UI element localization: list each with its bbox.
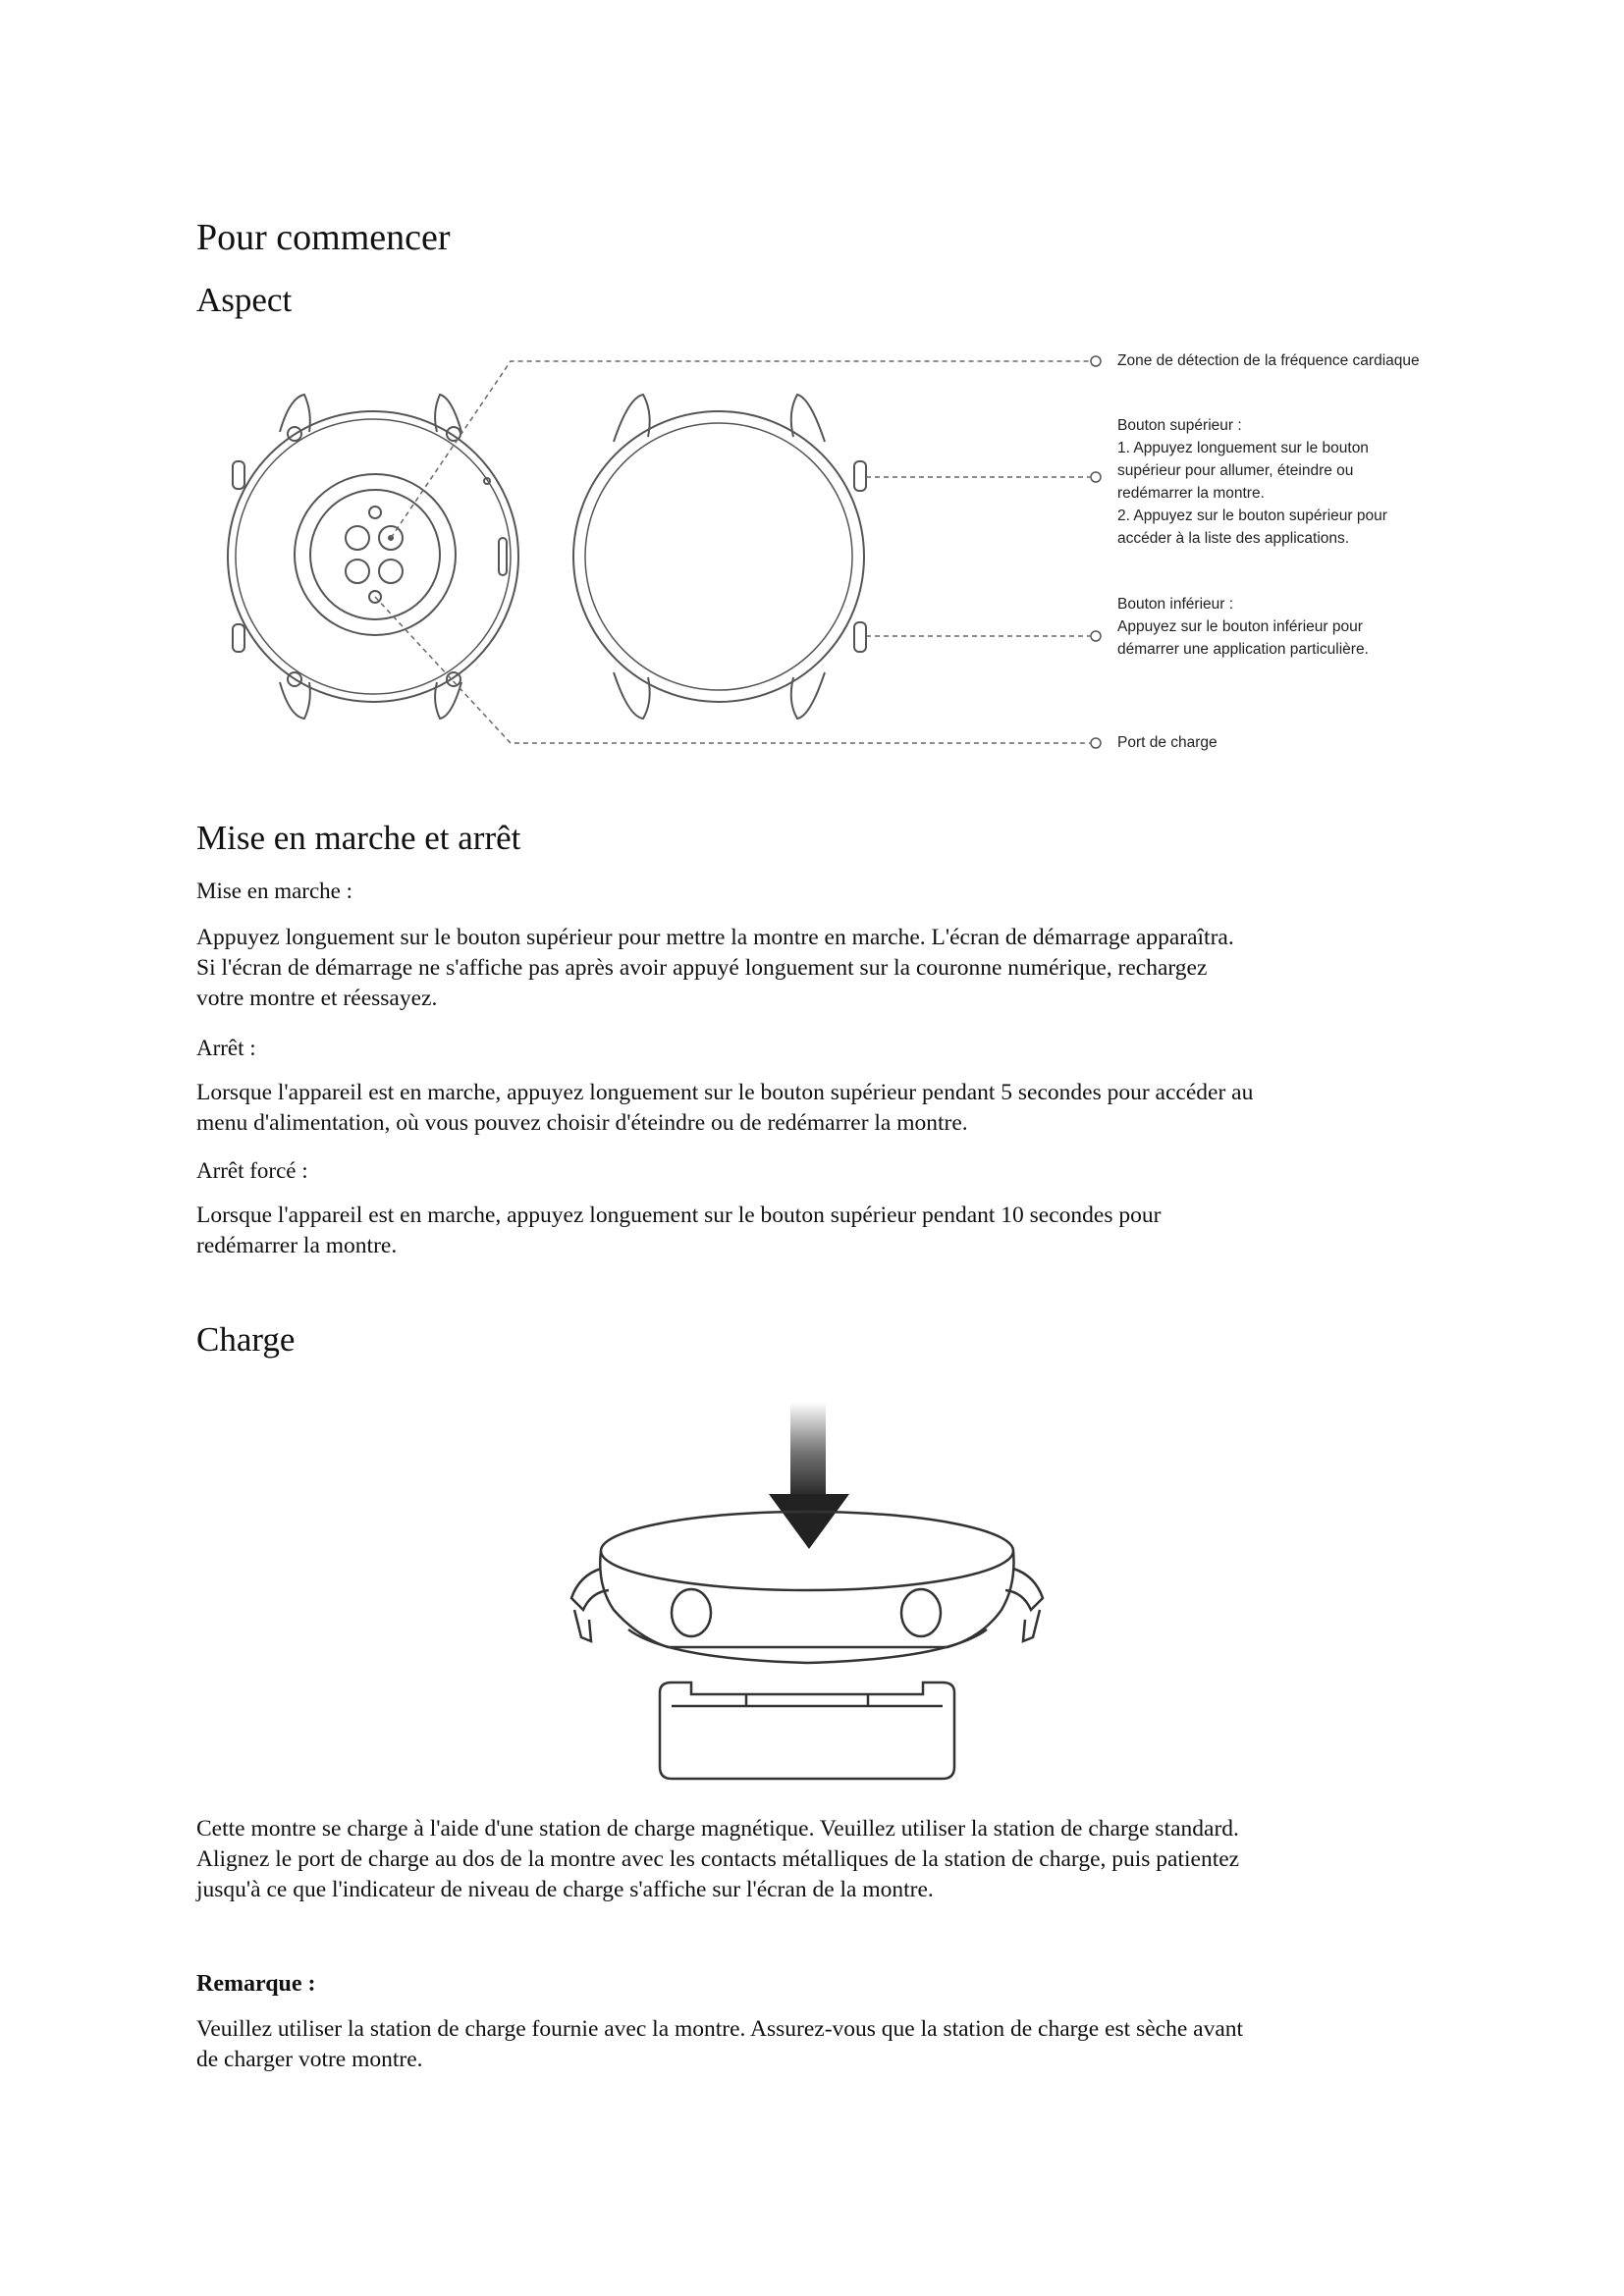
- paragraph-line: Si l'écran de démarrage ne s'affiche pas après avoir appuyé longuement sur la couronne numérique, rechargez: [196, 955, 1208, 981]
- sensor-led-icon: [379, 560, 403, 583]
- label-upper-line: accéder à la liste des applications.: [1117, 530, 1350, 547]
- paragraph-line: menu d'alimentation, où vous pouvez choisir d'éteindre ou de redémarrer la montre.: [196, 1110, 968, 1136]
- label-lower-line: démarrer une application particulière.: [1117, 641, 1369, 658]
- label-upper-button: [1117, 414, 1387, 550]
- section-charge-heading: Charge: [196, 1320, 296, 1359]
- watch-diagram: [0, 0, 1624, 785]
- paragraph-line: votre montre et réessayez.: [196, 986, 438, 1011]
- watch-crown-left: [672, 1589, 711, 1636]
- power-off-label: Arrêt :: [196, 1036, 256, 1060]
- paragraph-line: Lorsque l'appareil est en marche, appuyez longuement sur le bouton supérieur pendant 5 secondes pour accéder au: [196, 1080, 1254, 1105]
- label-charge-port: Port de charge: [1117, 734, 1218, 751]
- power-on-paragraph: [196, 923, 1473, 1014]
- sensor-led-icon: [346, 526, 369, 550]
- paragraph-line: redémarrer la montre.: [196, 1233, 398, 1258]
- front-case-outer: [573, 411, 864, 702]
- paragraph-line: Veuillez utiliser la station de charge fournie avec la montre. Assurez-vous que la station de charge est sèche avant: [196, 2016, 1244, 2042]
- note-title: Remarque :: [196, 1971, 316, 1997]
- note-paragraph: [196, 2014, 1483, 2075]
- back-lug-bottom-right: [435, 682, 461, 719]
- section-aspect-heading: Aspect: [196, 281, 293, 319]
- label-upper-line: redémarrer la montre.: [1117, 485, 1265, 502]
- force-off-paragraph: [196, 1201, 1473, 1261]
- back-lug-bottom-left: [280, 682, 310, 719]
- screw-icon: [447, 672, 460, 686]
- watch-crown-right: [901, 1589, 941, 1636]
- paragraph-line: Appuyez longuement sur le bouton supérieur pour mettre la montre en marche. L'écran de démarrage apparaîtra.: [196, 925, 1234, 950]
- label-lower-title: Bouton inférieur :: [1117, 596, 1234, 613]
- leader-port: [375, 597, 1090, 743]
- label-upper-title: Bouton supérieur :: [1117, 417, 1242, 434]
- sensor-ring-inner: [310, 490, 440, 619]
- front-lug-bottom-left: [614, 672, 650, 719]
- back-case-outer: [228, 411, 518, 702]
- paragraph-line: Alignez le port de charge au dos de la montre avec les contacts métalliques de la station de charge, puis patientez: [196, 1846, 1240, 1872]
- charging-diagram: [0, 1374, 1624, 1796]
- force-off-label: Arrêt forcé :: [196, 1158, 308, 1183]
- leader-hr: [391, 361, 1090, 538]
- back-side-button-bottom: [233, 624, 244, 652]
- label-upper-line: 1. Appuyez longuement sur le bouton: [1117, 440, 1369, 456]
- watch-case-side: [600, 1551, 1013, 1647]
- section-power-heading: Mise en marche et arrêt: [196, 819, 521, 857]
- front-lug-top-left: [614, 395, 650, 442]
- paragraph-line: Lorsque l'appareil est en marche, appuyez longuement sur le bouton supérieur pendant 10 secondes pour: [196, 1202, 1162, 1228]
- paragraph-line: Cette montre se charge à l'aide d'une station de charge magnétique. Veuillez utiliser la station de charge standard.: [196, 1816, 1239, 1842]
- charge-paragraph: [196, 1814, 1483, 1905]
- back-side-button-top: [233, 461, 244, 489]
- down-arrow-icon: [769, 1402, 849, 1549]
- upper-button: [854, 461, 866, 491]
- page-title: Pour commencer: [196, 217, 451, 258]
- back-side-slot: [499, 538, 507, 575]
- charge-contact-icon: [369, 507, 381, 518]
- leader-end-icon: [1091, 356, 1101, 366]
- leader-end-icon: [1091, 738, 1101, 748]
- label-heart-rate-zone: Zone de détection de la fréquence cardiaque: [1117, 352, 1420, 369]
- label-upper-line: supérieur pour allumer, éteindre ou: [1117, 462, 1354, 479]
- label-upper-line: 2. Appuyez sur le bouton supérieur pour: [1117, 507, 1387, 524]
- lower-button: [854, 622, 866, 652]
- charging-dock: [660, 1682, 954, 1779]
- screw-icon: [447, 427, 460, 441]
- label-lower-button: [1117, 593, 1369, 661]
- back-case-inner: [236, 419, 511, 694]
- sensor-ring-outer: [295, 474, 456, 635]
- paragraph-line: jusqu'à ce que l'indicateur de niveau de charge s'affiche sur l'écran de la montre.: [196, 1877, 934, 1902]
- front-screen: [585, 423, 852, 690]
- power-off-paragraph: [196, 1078, 1473, 1139]
- leader-end-icon: [1091, 472, 1101, 482]
- label-lower-line: Appuyez sur le bouton inférieur pour: [1117, 618, 1363, 635]
- sensor-led-icon: [346, 560, 369, 583]
- power-on-label: Mise en marche :: [196, 879, 353, 903]
- paragraph-line: de charger votre montre.: [196, 2047, 423, 2072]
- leader-end-icon: [1091, 631, 1101, 641]
